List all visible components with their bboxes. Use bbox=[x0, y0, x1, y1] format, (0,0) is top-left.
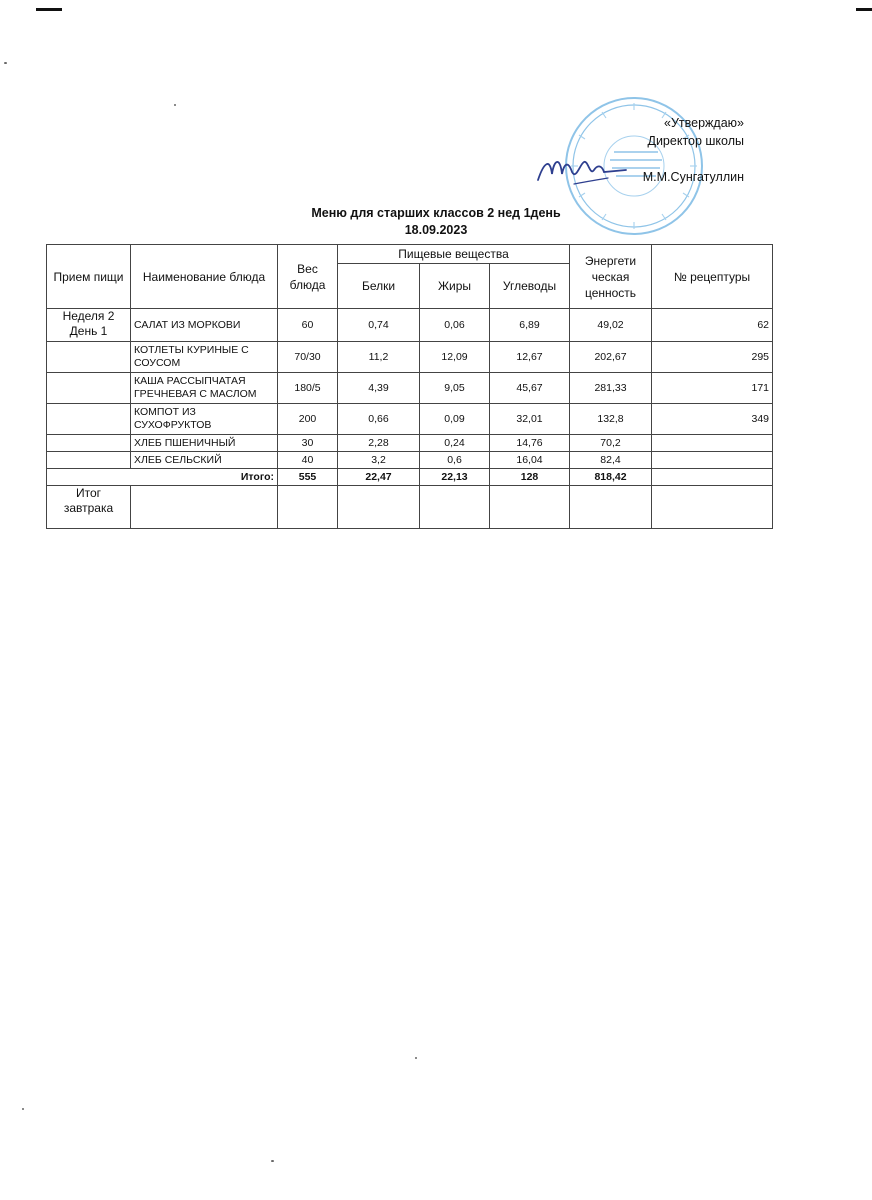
energy-value: 82,4 bbox=[570, 452, 652, 469]
dish-weight: 70/30 bbox=[278, 342, 338, 373]
table-row bbox=[47, 309, 773, 342]
fat-value: 9,05 bbox=[420, 373, 490, 404]
total-carbs: 128 bbox=[490, 469, 570, 486]
empty-cell bbox=[278, 486, 338, 529]
fat-value: 0,6 bbox=[420, 452, 490, 469]
table-row bbox=[47, 373, 773, 404]
protein-value: 0,74 bbox=[338, 309, 420, 342]
empty-cell bbox=[652, 486, 773, 529]
dish-weight: 200 bbox=[278, 404, 338, 435]
meal-label: Неделя 2 День 1 bbox=[47, 309, 131, 342]
total-weight: 555 bbox=[278, 469, 338, 486]
dish-weight: 30 bbox=[278, 435, 338, 452]
header-weight: Вес блюда bbox=[278, 245, 338, 309]
table-row bbox=[47, 404, 773, 435]
energy-value: 281,33 bbox=[570, 373, 652, 404]
total-fat: 22,13 bbox=[420, 469, 490, 486]
dish-weight: 180/5 bbox=[278, 373, 338, 404]
document-date: 18.09.2023 bbox=[404, 223, 468, 237]
carbs-value: 14,76 bbox=[490, 435, 570, 452]
approver-name: М.М.Сунгатуллин bbox=[642, 170, 744, 184]
carbs-value: 16,04 bbox=[490, 452, 570, 469]
fat-value: 0,09 bbox=[420, 404, 490, 435]
protein-value: 11,2 bbox=[338, 342, 420, 373]
header-nutrients: Пищевые вещества bbox=[338, 245, 570, 264]
carbs-value: 12,67 bbox=[490, 342, 570, 373]
header-meal: Прием пищи bbox=[47, 245, 131, 309]
carbs-value: 45,67 bbox=[490, 373, 570, 404]
header-carbs: Углеводы bbox=[490, 264, 570, 309]
fat-value: 0,24 bbox=[420, 435, 490, 452]
document-title: Меню для старших классов 2 нед 1день bbox=[311, 206, 561, 220]
header-dish: Наименование блюда bbox=[131, 245, 278, 309]
meal-cell-empty bbox=[47, 373, 131, 404]
recipe-number: 62 bbox=[652, 309, 773, 342]
protein-value: 2,28 bbox=[338, 435, 420, 452]
fat-value: 0,06 bbox=[420, 309, 490, 342]
table-row bbox=[47, 435, 773, 452]
header-protein: Белки bbox=[338, 264, 420, 309]
dish-name: КОМПОТ ИЗ СУХОФРУКТОВ bbox=[131, 404, 278, 435]
header-row bbox=[47, 245, 773, 264]
scan-edge-mark-right bbox=[856, 8, 872, 11]
carbs-value: 6,89 bbox=[490, 309, 570, 342]
dish-name: КАША РАССЫПЧАТАЯ ГРЕЧНЕВАЯ С МАСЛОМ bbox=[131, 373, 278, 404]
total-protein: 22,47 bbox=[338, 469, 420, 486]
recipe-number: 295 bbox=[652, 342, 773, 373]
recipe-number: 349 bbox=[652, 404, 773, 435]
header-fat: Жиры bbox=[420, 264, 490, 309]
scan-speck bbox=[174, 104, 176, 106]
carbs-value: 32,01 bbox=[490, 404, 570, 435]
fat-value: 12,09 bbox=[420, 342, 490, 373]
dish-name: ХЛЕБ СЕЛЬСКИЙ bbox=[131, 452, 278, 469]
approver-position: Директор школы bbox=[647, 134, 744, 148]
breakfast-total-label: Итог завтрака bbox=[47, 486, 131, 529]
energy-value: 70,2 bbox=[570, 435, 652, 452]
table-row bbox=[47, 342, 773, 373]
dish-name: ХЛЕБ ПШЕНИЧНЫЙ bbox=[131, 435, 278, 452]
energy-value: 49,02 bbox=[570, 309, 652, 342]
approval-block bbox=[540, 114, 744, 186]
empty-cell bbox=[490, 486, 570, 529]
document-title-block bbox=[0, 205, 872, 239]
empty-cell bbox=[570, 486, 652, 529]
recipe-number: 171 bbox=[652, 373, 773, 404]
scan-speck bbox=[415, 1057, 417, 1059]
scan-edge-mark-left bbox=[36, 8, 62, 11]
dish-weight: 40 bbox=[278, 452, 338, 469]
protein-value: 3,2 bbox=[338, 452, 420, 469]
protein-value: 4,39 bbox=[338, 373, 420, 404]
dish-name: САЛАТ ИЗ МОРКОВИ bbox=[131, 309, 278, 342]
recipe-number bbox=[652, 435, 773, 452]
meal-cell-empty bbox=[47, 404, 131, 435]
menu-table bbox=[46, 244, 773, 529]
energy-value: 132,8 bbox=[570, 404, 652, 435]
total-row bbox=[47, 469, 773, 486]
total-label: Итого: bbox=[47, 469, 278, 486]
meal-cell-empty bbox=[47, 435, 131, 452]
protein-value: 0,66 bbox=[338, 404, 420, 435]
total-energy: 818,42 bbox=[570, 469, 652, 486]
meal-cell-empty bbox=[47, 452, 131, 469]
meal-cell-empty bbox=[47, 342, 131, 373]
header-energy: Энергети ческая ценность bbox=[570, 245, 652, 309]
scan-speck bbox=[4, 62, 7, 64]
scan-speck bbox=[271, 1160, 274, 1162]
scan-speck bbox=[22, 1108, 24, 1110]
empty-cell bbox=[338, 486, 420, 529]
total-recipe-empty bbox=[652, 469, 773, 486]
dish-weight: 60 bbox=[278, 309, 338, 342]
empty-cell bbox=[420, 486, 490, 529]
empty-cell bbox=[131, 486, 278, 529]
header-recipe: № рецептуры bbox=[652, 245, 773, 309]
dish-name: КОТЛЕТЫ КУРИНЫЕ С СОУСОМ bbox=[131, 342, 278, 373]
table-row bbox=[47, 452, 773, 469]
recipe-number bbox=[652, 452, 773, 469]
energy-value: 202,67 bbox=[570, 342, 652, 373]
approval-heading: «Утверждаю» bbox=[664, 116, 744, 130]
breakfast-total-row bbox=[47, 486, 773, 529]
